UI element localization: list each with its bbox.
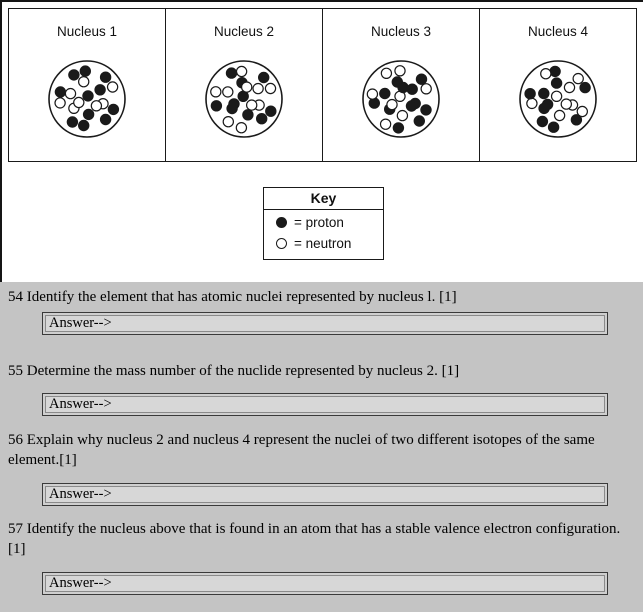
nucleus-3-diagram — [356, 54, 446, 144]
key-title: Key — [264, 188, 383, 210]
key-row-proton — [264, 210, 383, 231]
nucleus-2-diagram — [199, 54, 289, 144]
question-56: 56 Explain why nucleus 2 and nucleus 4 represent the nuclei of two different isotopes of the same element.[1] — [8, 432, 595, 469]
question-55: 55 Determine the mass number of the nuclide represented by nucleus 2. [1] — [8, 363, 460, 379]
nucleus-1-label: Nucleus 1 — [56, 24, 118, 39]
nucleus-cell-1 — [9, 9, 166, 161]
nucleus-4-label: Nucleus 4 — [527, 24, 589, 39]
answer-input-55[interactable] — [45, 396, 605, 413]
question-57: 57 Identify the nucleus above that is found in an atom that has a stable valence electron configuration. [1] — [8, 521, 621, 558]
nucleus-4-diagram — [513, 54, 603, 144]
nucleus-cell-3 — [323, 9, 480, 161]
nuclei-panel — [8, 8, 637, 162]
answer-input-56[interactable] — [45, 486, 605, 503]
nucleus-cell-2 — [166, 9, 323, 161]
nucleus-1-diagram — [42, 54, 132, 144]
diagram-section — [0, 0, 643, 282]
answer-box-54 — [42, 312, 608, 335]
proton-icon — [276, 217, 287, 228]
nucleus-3-label: Nucleus 3 — [370, 24, 432, 39]
nucleus-2-label: Nucleus 2 — [213, 24, 275, 39]
answer-input-57[interactable] — [45, 575, 605, 592]
answer-box-57 — [42, 572, 608, 595]
proton-key-label: = proton — [294, 215, 344, 230]
answer-box-55 — [42, 393, 608, 416]
answer-box-56 — [42, 483, 608, 506]
neutron-icon — [276, 238, 287, 249]
key-row-neutron — [264, 231, 383, 259]
key-box — [263, 187, 384, 260]
question-54: 54 Identify the element that has atomic nuclei represented by nucleus l. [1] — [8, 289, 457, 305]
answer-input-54[interactable] — [45, 315, 605, 332]
nucleus-cell-4 — [480, 9, 636, 161]
neutron-key-label: = neutron — [294, 236, 352, 251]
